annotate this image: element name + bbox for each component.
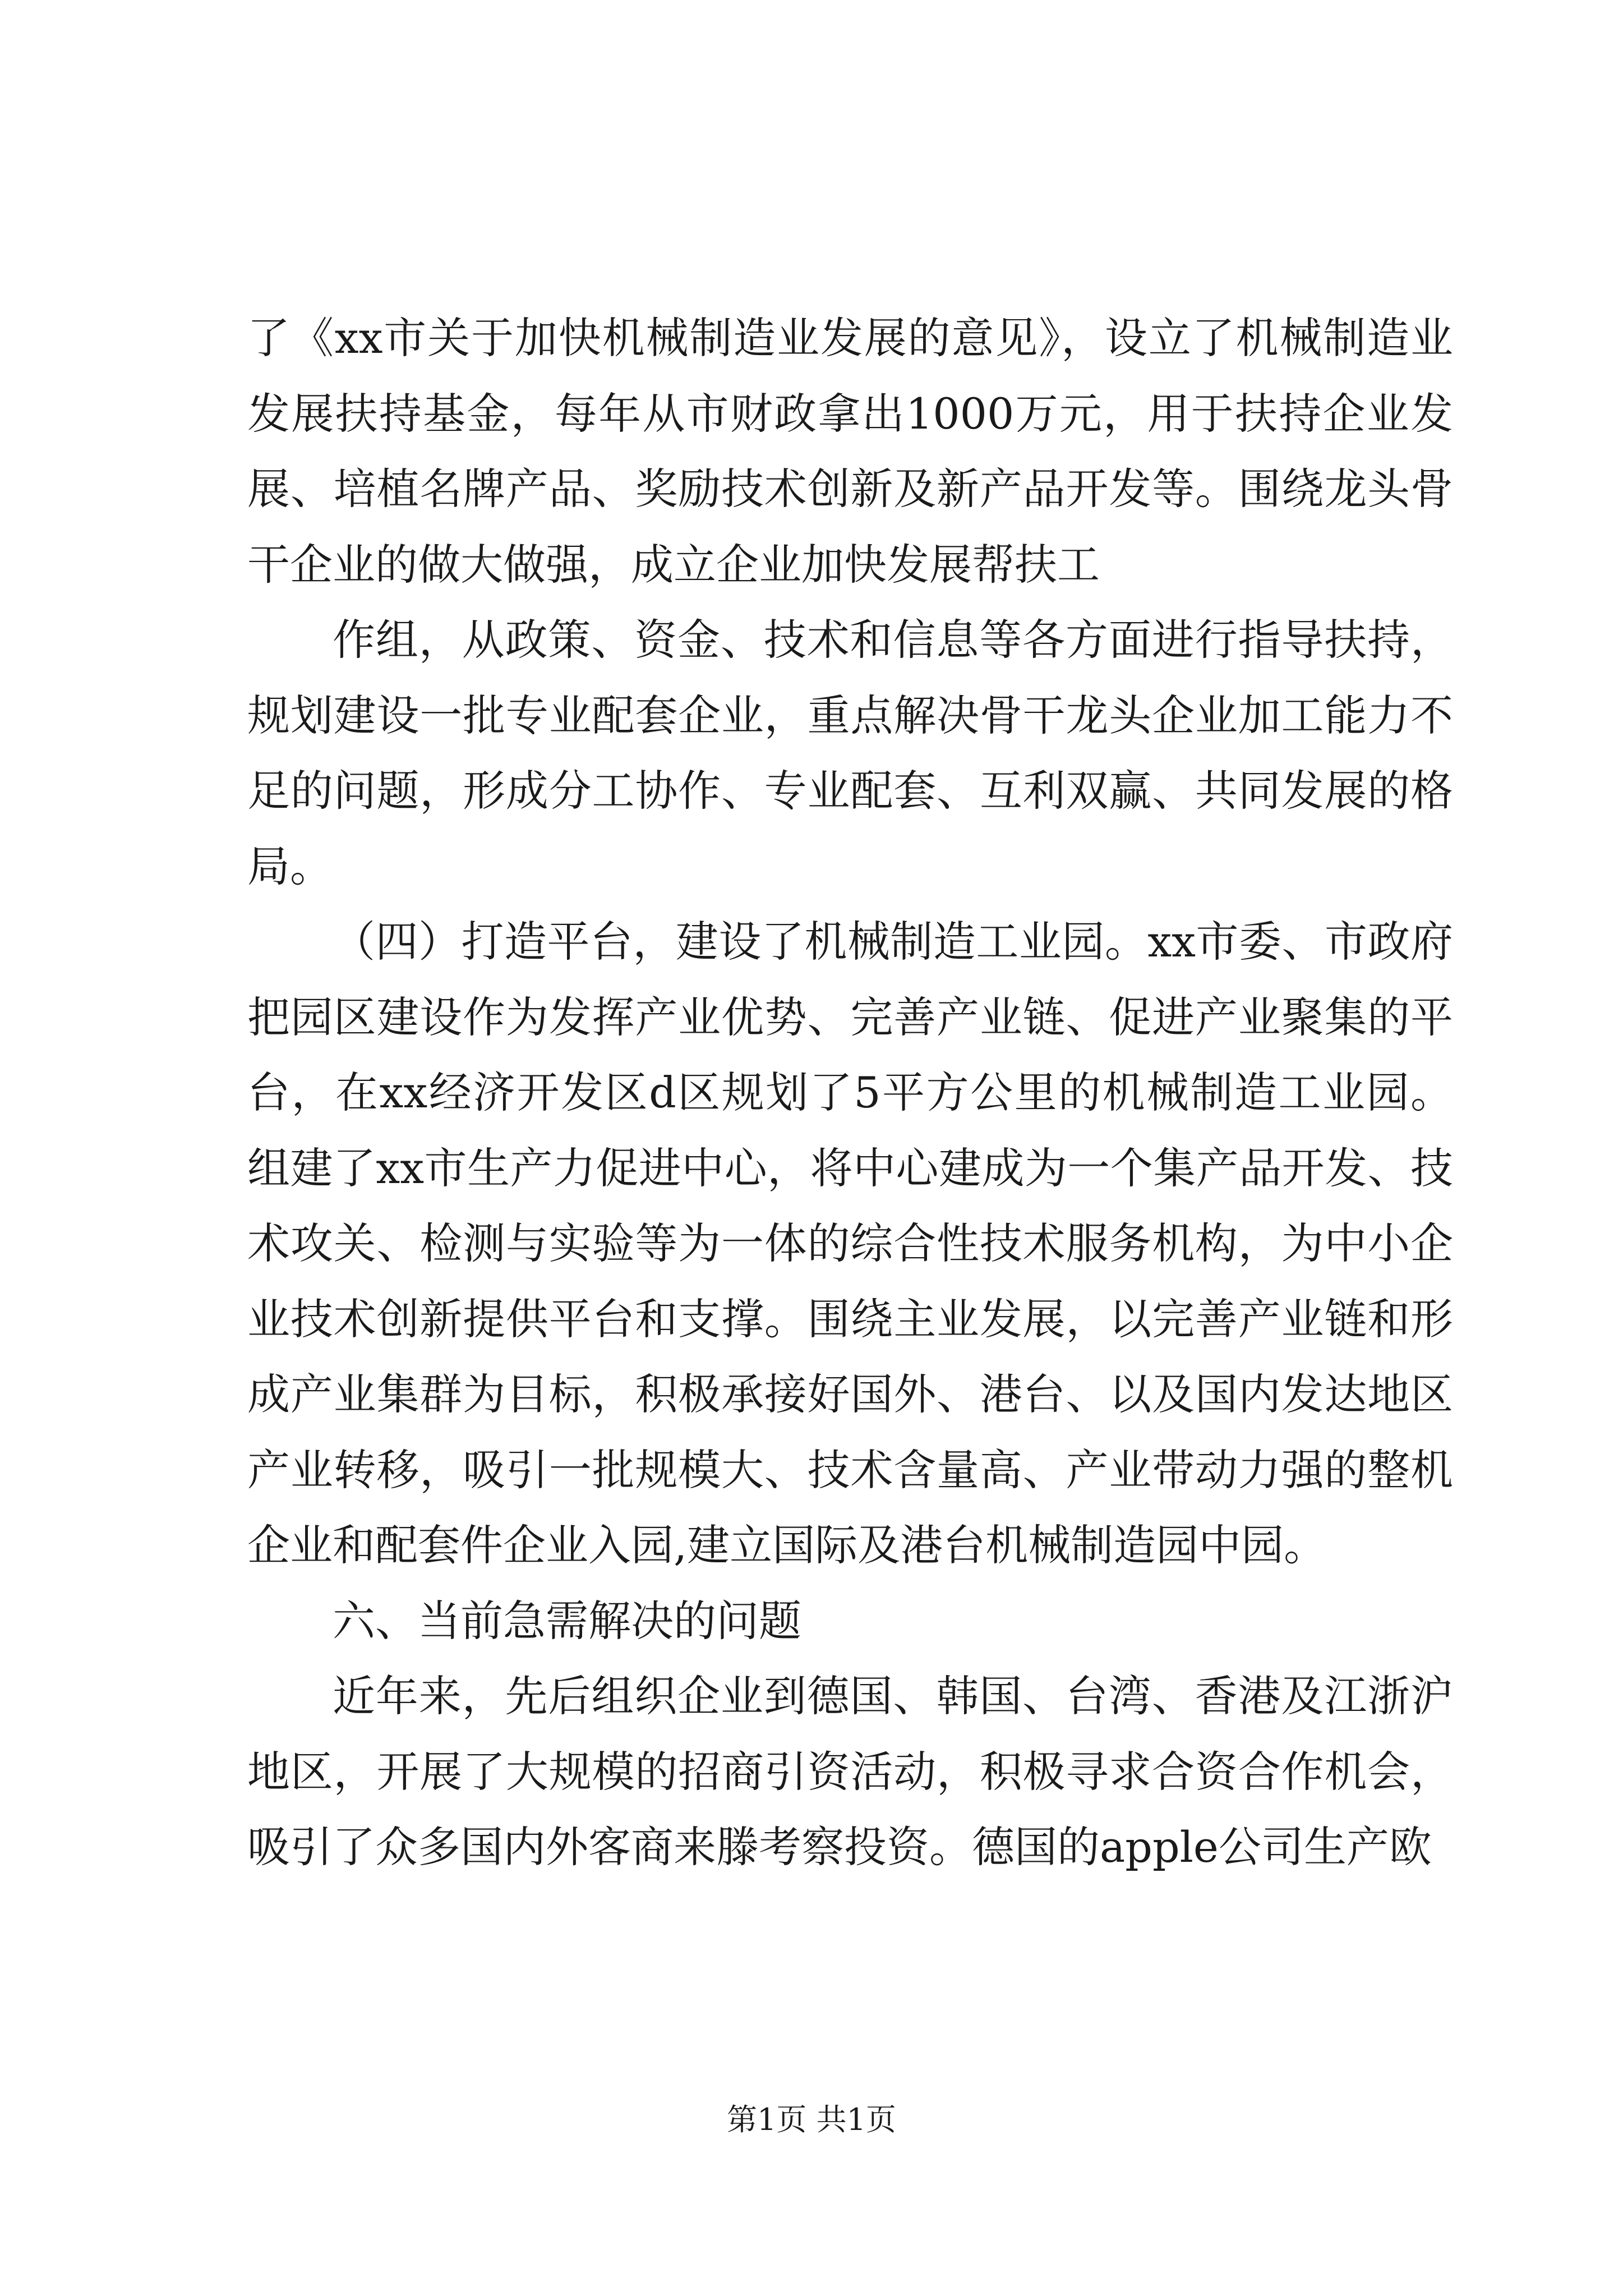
paragraph-work-group: 作组，从政策、资金、技术和信息等各方面进行指导扶持，规划建设一批专业配套企业，重点解决骨干龙头企业加工能力不足的问题，形成分工协作、专业配套、互利双赢、共同发展的格局。 bbox=[247, 615, 1453, 891]
section-heading-problems: 六、当前急需解决的问题 bbox=[333, 1595, 801, 1646]
document-body bbox=[247, 301, 1453, 1885]
page-footer: 第1页 共1页 bbox=[727, 2102, 896, 2137]
paragraph-continuation: 了《xx市关于加快机械制造业发展的意见》，设立了机械制造业发展扶持基金，每年从市财政拿出1000万元，用于扶持企业发展、培植名牌产品、奖励技术创新及新产品开发等。围绕龙头骨干企业的做大做强，成立企业加快发展帮扶工 bbox=[247, 313, 1453, 590]
paragraph-platform: （四）打造平台，建设了机械制造工业园。xx市委、市政府把园区建设作为发挥产业优势、完善产业链、促进产业聚集的平台，在xx经济开发区d区规划了5平方公里的机械制造工业园。组建了xx市生产力促进中心，将中心建成为一个集产品开发、技术攻关、检测与实验等为一体的综合性技术服务机构，为中小企业技术创新提供平台和支撑。围绕主业发展，以完善产业链和形成产业集群为目标，积极承接好国外、港台、以及国内发达地区产业转移，吸引一批规模大、技术含量高、产业带动力强的整机企业和配套件企业入园,建立国际及港台机械制造园中园。 bbox=[247, 917, 1453, 1570]
paragraph-investment: 近年来，先后组织企业到德国、韩国、台湾、香港及江浙沪地区，开展了大规模的招商引资活动，积极寻求合资合作机会，吸引了众多国内外客商来滕考察投资。德国的apple公司生产欧 bbox=[247, 1671, 1453, 1872]
